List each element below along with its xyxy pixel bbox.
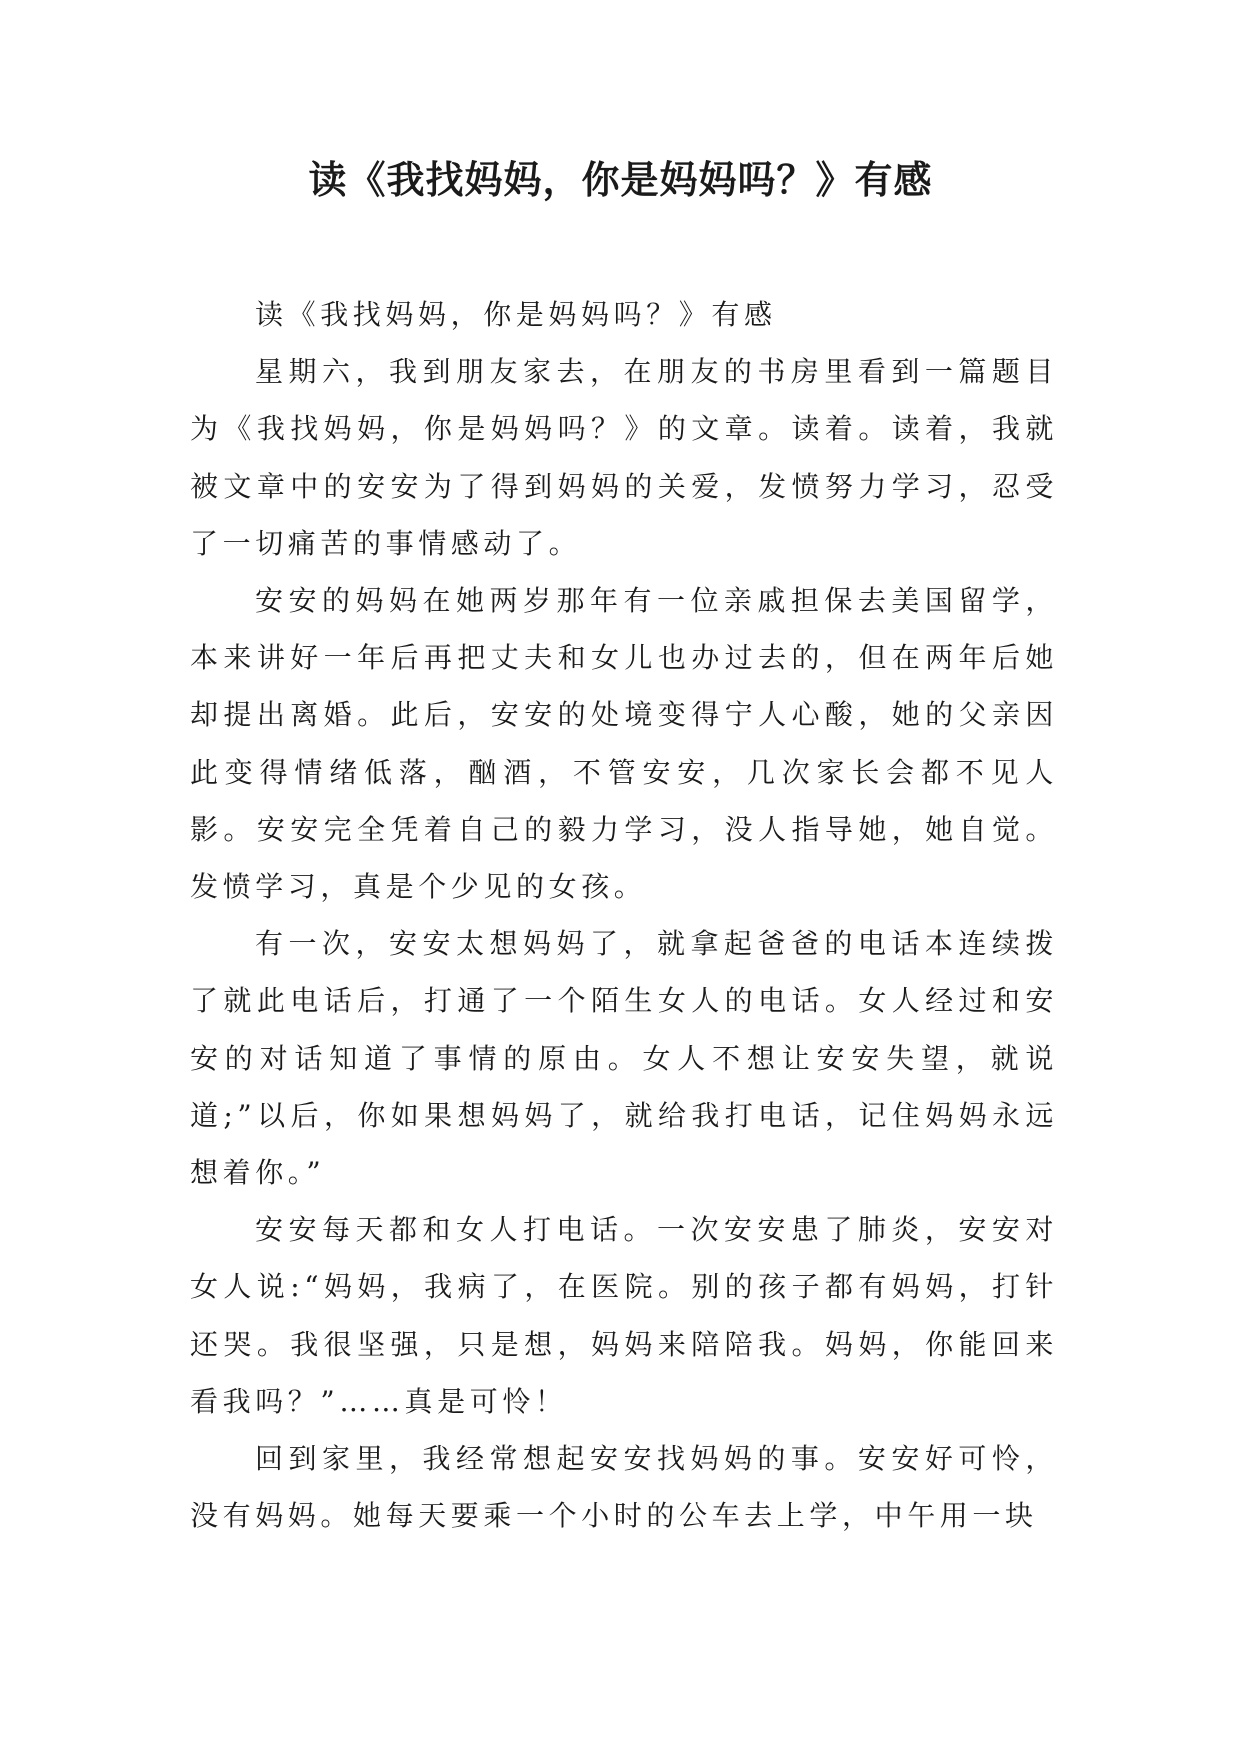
paragraph: 回到家里，我经常想起安安找妈妈的事。安安好可怜，没有妈妈。她每天要乘一个小时的公车去上学，中午用一块 [190,1442,1058,1533]
paragraph-heading: 读《我找妈妈，你是妈妈吗？》有感 [255,298,777,331]
document-title: 读《我找妈妈，你是妈妈吗？》有感 [308,157,933,202]
paragraph: 安安每天都和女人打电话。一次安安患了肺炎，安安对女人说:“妈妈，我病了，在医院。别的孩子都有妈妈，打针还哭。我很坚强，只是想，妈妈来陪陪我。妈妈，你能回来看我吗？”……真是可怜！ [190,1213,1058,1418]
paragraph: 有一次，安安太想妈妈了，就拿起爸爸的电话本连续拨了就此电话后，打通了一个陌生女人的电话。女人经过和安安的对话知道了事情的原由。女人不想让安安失望，就说道;”以后，你如果想妈妈了，就给我打电话，记住妈妈永远想着你。” [190,927,1058,1190]
paragraph: 安安的妈妈在她两岁那年有一位亲戚担保去美国留学，本来讲好一年后再把丈夫和女儿也办过去的，但在两年后她却提出离婚。此后，安安的处境变得宁人心酸，她的父亲因此变得情绪低落，酗酒，不管安安，几次家长会都不见人影。安安完全凭着自己的毅力学习，没人指导她，她自觉。发愤学习，真是个少见的女孩。 [190,584,1058,904]
document-body [190,286,1058,1544]
paragraph: 星期六，我到朋友家去，在朋友的书房里看到一篇题目为《我找妈妈，你是妈妈吗？》的文章。读着。读着，我就被文章中的安安为了得到妈妈的关爱，发愤努力学习，忍受了一切痛苦的事情感动了。 [190,355,1058,560]
